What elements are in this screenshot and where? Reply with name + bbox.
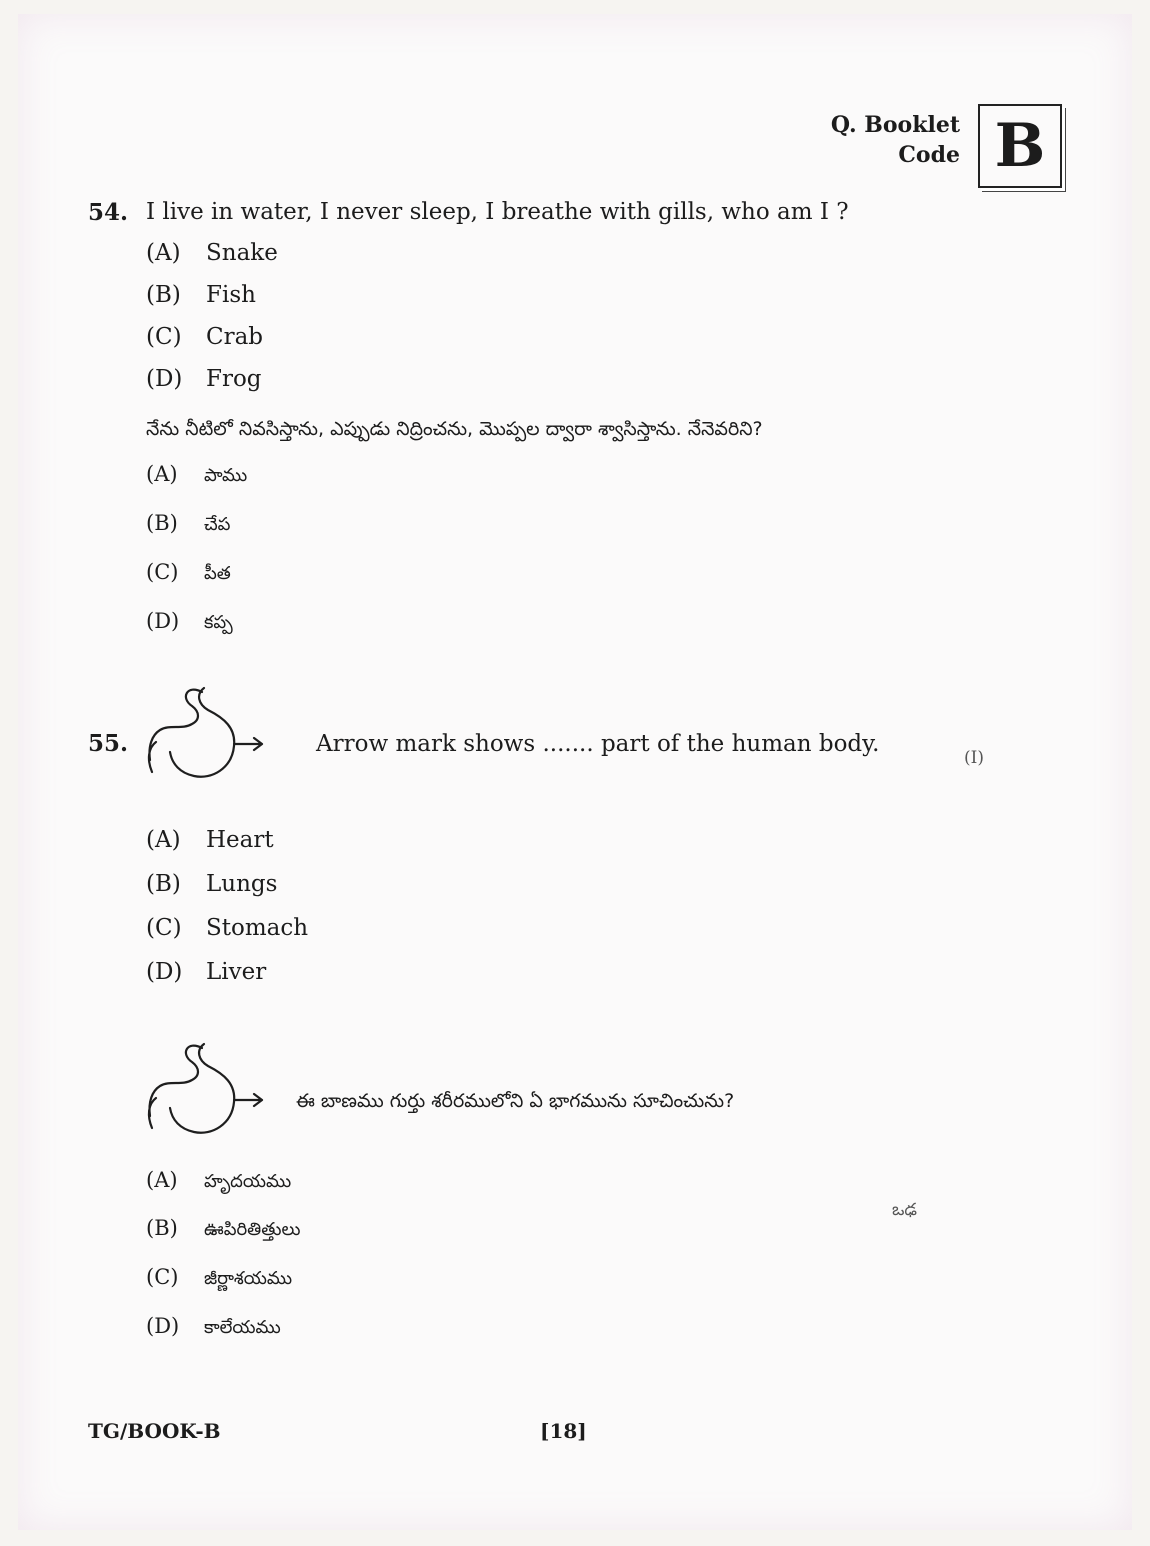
question-55-telugu-option-d[interactable] [146, 1314, 281, 1342]
footer-page-number: [18] [540, 1419, 587, 1443]
option-letter: (C) [146, 915, 182, 941]
booklet-label-line2: Code [898, 142, 960, 168]
question-55-option-b[interactable] [146, 871, 277, 897]
option-letter: (D) [146, 1314, 180, 1338]
question-55-margin-mark: (I) [964, 748, 984, 768]
question-54-option-b[interactable] [146, 282, 256, 308]
booklet-label-line1: Q. Booklet [830, 112, 960, 138]
option-text: ఊపిరితిత్తులు [204, 1219, 301, 1240]
question-55-telugu-option-c[interactable] [146, 1265, 292, 1293]
question-55-text: Arrow mark shows ....... part of the human body. [316, 731, 880, 757]
stomach-diagram-telugu [142, 1040, 272, 1140]
question-54-telugu-option-a[interactable] [146, 462, 247, 490]
question-54-telugu-option-b[interactable] [146, 511, 230, 539]
option-text: Fish [206, 282, 256, 308]
question-55-telugu-option-a[interactable] [146, 1168, 291, 1196]
option-text: హృదయము [204, 1171, 292, 1192]
option-letter: (B) [146, 871, 181, 897]
option-text: Snake [206, 240, 278, 266]
option-letter: (D) [146, 609, 180, 633]
option-text: పీత [204, 563, 231, 584]
option-letter: (B) [146, 1216, 178, 1240]
option-text: కాలేయము [204, 1317, 281, 1338]
option-letter: (A) [146, 240, 181, 266]
booklet-code-label [831, 110, 960, 170]
footer-book-code: TG/BOOK-B [88, 1419, 221, 1443]
option-letter: (A) [146, 827, 181, 853]
stomach-diagram [142, 684, 272, 784]
booklet-code-box: B [978, 104, 1062, 188]
question-55-telugu-option-b[interactable] [146, 1216, 300, 1244]
option-text: పాము [204, 465, 248, 486]
question-54-telugu-option-c[interactable] [146, 560, 231, 588]
option-text: Frog [206, 366, 262, 392]
option-text: Lungs [206, 871, 278, 897]
option-letter: (B) [146, 511, 178, 535]
option-letter: (D) [146, 366, 183, 392]
option-text: Heart [206, 827, 274, 853]
option-letter: (C) [146, 324, 182, 350]
option-letter: (C) [146, 1265, 179, 1289]
question-54-telugu-text: నేను నీటిలో నివసిస్తాను, ఎప్పుడు నిద్రించను, మొప్పల ద్వారా శ్వాసిస్తాను. నేనెవరిని? [146, 418, 763, 440]
question-55-option-c[interactable] [146, 915, 308, 941]
option-text: కప్ప [204, 612, 233, 633]
option-letter: (B) [146, 282, 181, 308]
option-text: Stomach [206, 915, 309, 941]
question-54-number: 54. [88, 199, 129, 226]
question-54-option-a[interactable] [146, 240, 278, 266]
question-54-text: I live in water, I never sleep, I breathe with gills, who am I ? [146, 199, 849, 225]
question-55-telugu-text: ఈ బాణము గుర్తు శరీరములోని ఏ భాగమును సూచించును? [296, 1090, 735, 1112]
question-55-option-d[interactable] [146, 959, 266, 985]
question-55-telugu-margin-mark: ఒఢ [892, 1200, 918, 1220]
option-text: Liver [206, 959, 267, 985]
option-text: చేప [204, 514, 231, 535]
question-55-number: 55. [88, 730, 129, 757]
option-letter: (A) [146, 1168, 178, 1192]
option-letter: (C) [146, 560, 179, 584]
option-text: Crab [206, 324, 264, 350]
question-55-option-a[interactable] [146, 827, 274, 853]
option-letter: (A) [146, 462, 178, 486]
question-54-option-d[interactable] [146, 366, 262, 392]
question-54-option-c[interactable] [146, 324, 263, 350]
option-text: జీర్ణాశయము [204, 1268, 293, 1289]
question-54-telugu-option-d[interactable] [146, 609, 233, 637]
option-letter: (D) [146, 959, 183, 985]
